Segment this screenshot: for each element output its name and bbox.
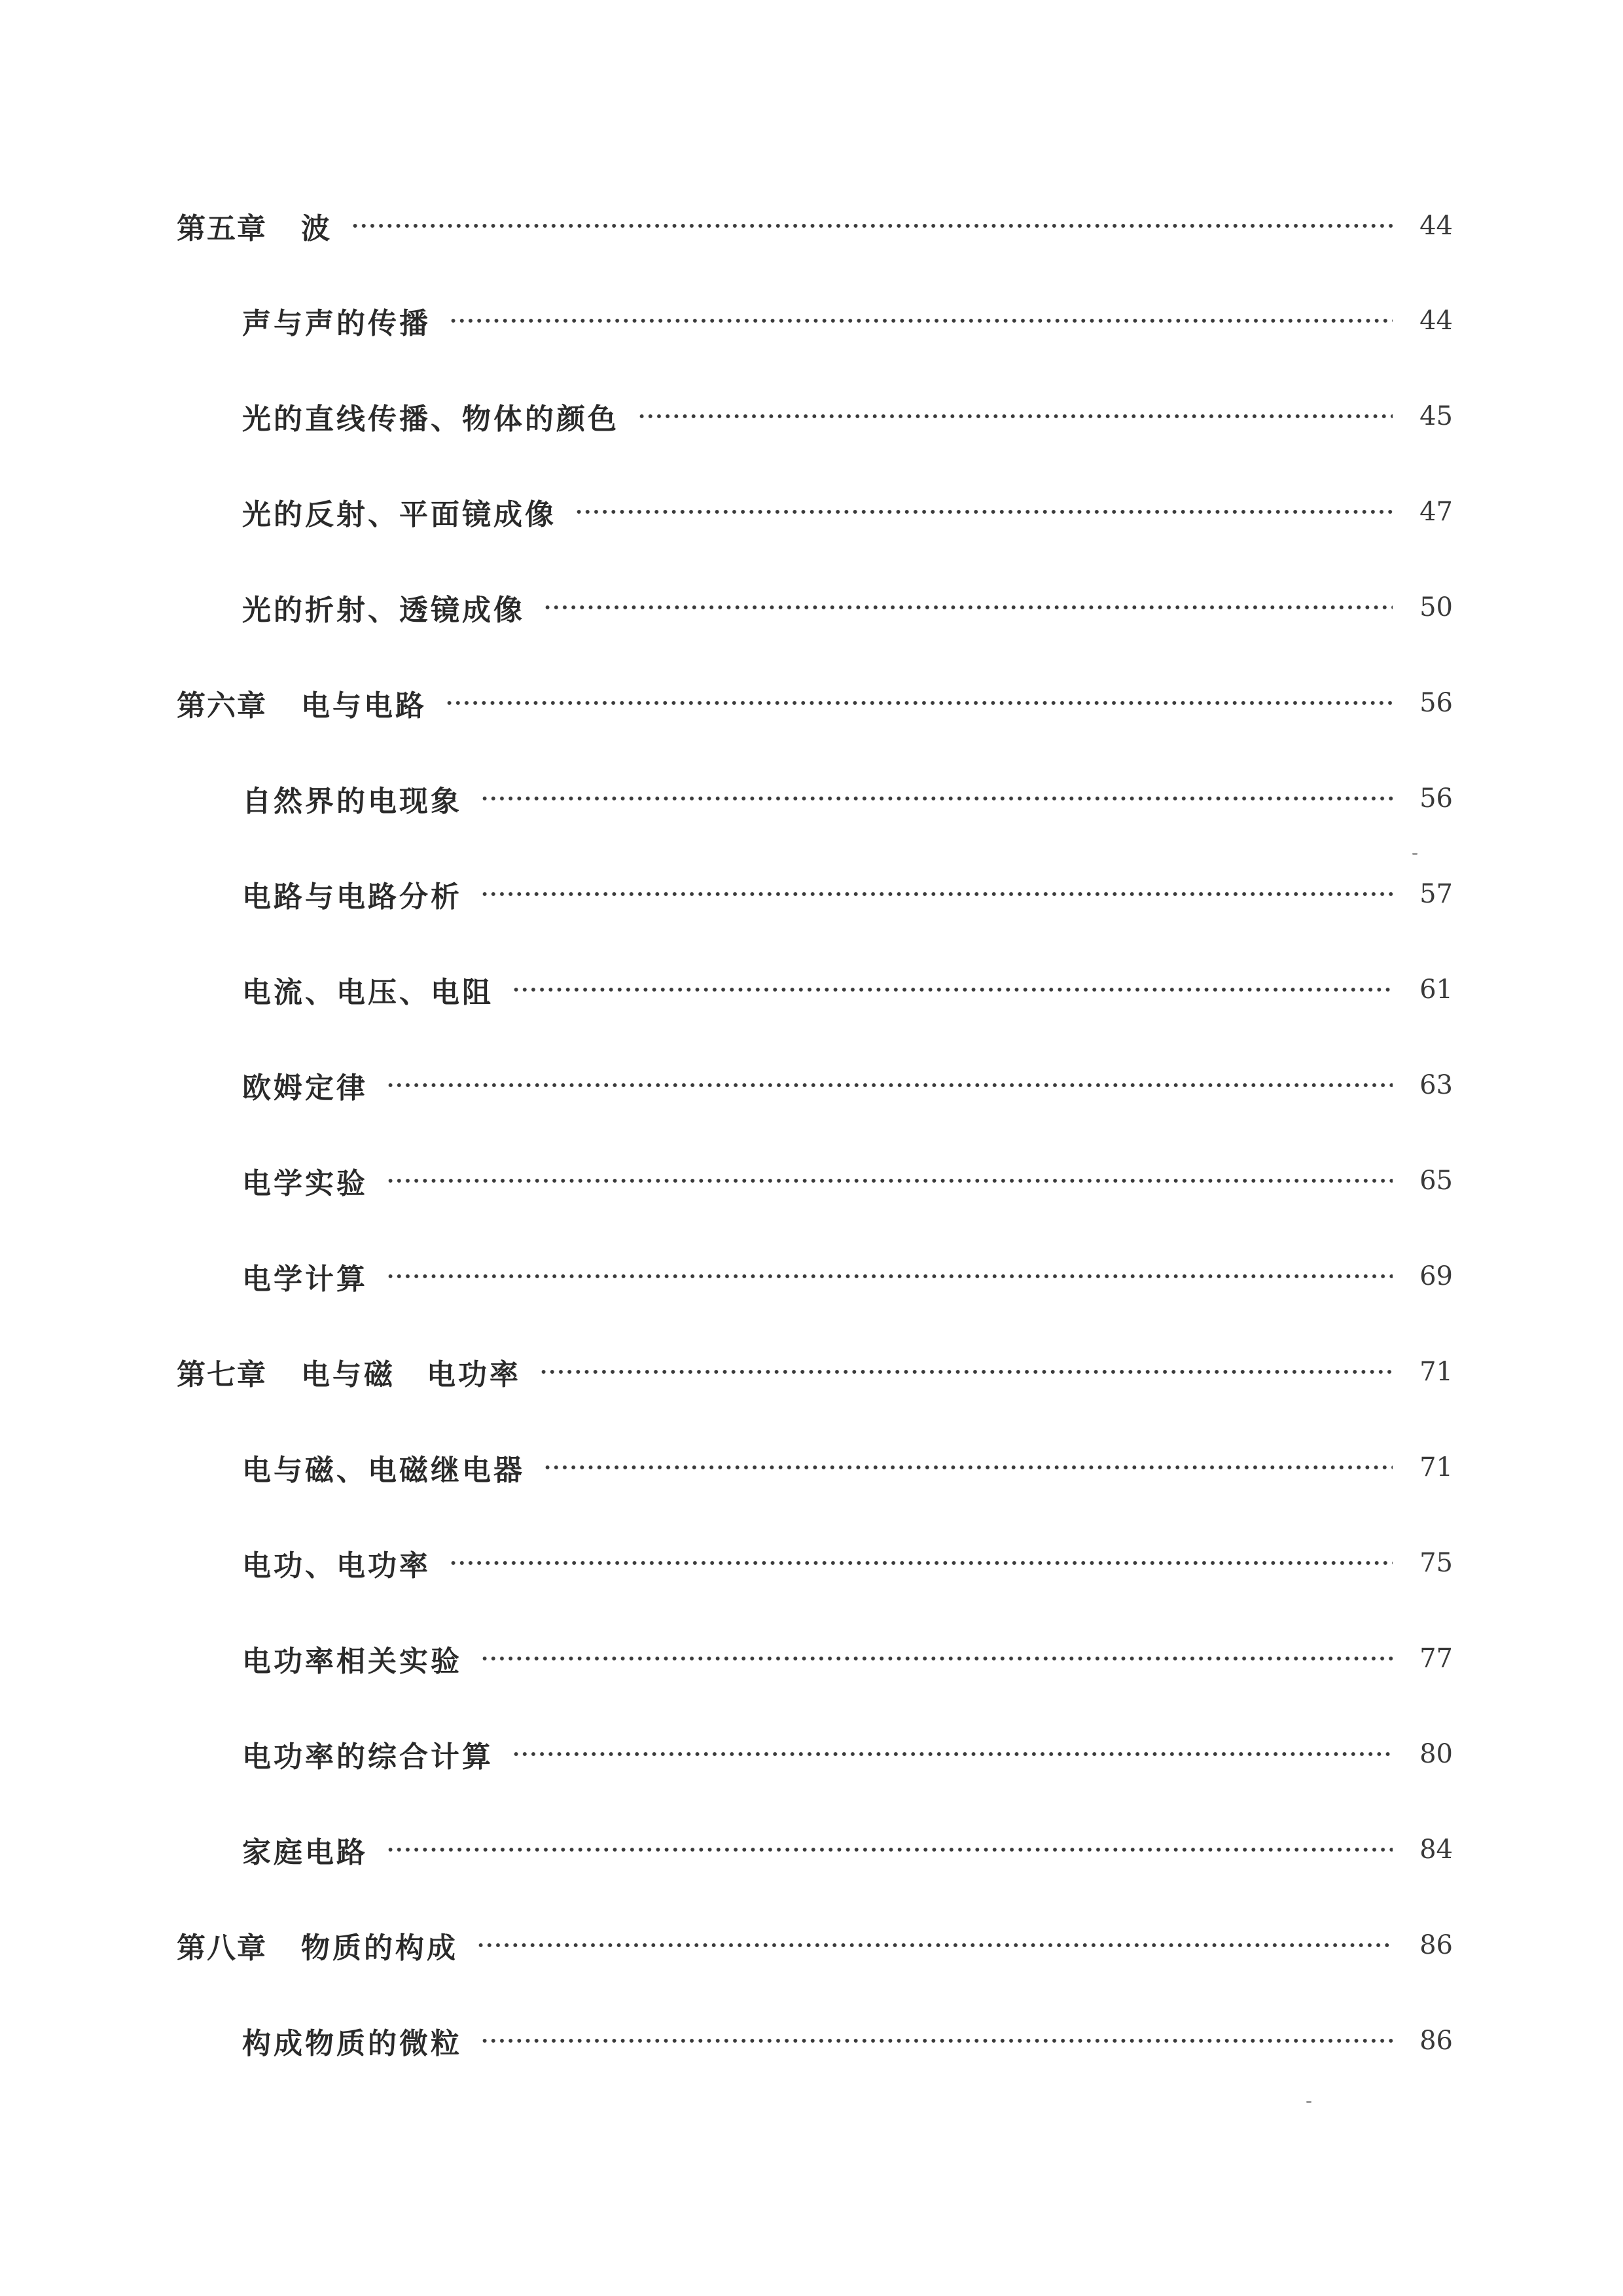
toc-entry-ch7-s5[interactable] — [242, 1823, 1453, 1876]
dot-leader — [575, 510, 1393, 514]
dot-leader — [637, 414, 1393, 418]
page-number: 84 — [1419, 1835, 1453, 1865]
page-number: 77 — [1419, 1643, 1453, 1674]
toc-entry-ch5-s3[interactable] — [242, 486, 1453, 538]
page-number: 44 — [1419, 211, 1453, 241]
dot-leader — [480, 1657, 1393, 1660]
dot-leader — [386, 1083, 1393, 1087]
toc-entry-ch7-s4[interactable] — [242, 1728, 1453, 1780]
dot-leader — [386, 1179, 1393, 1183]
page-number: 65 — [1419, 1166, 1453, 1196]
section-title: 光的反射、平面镜成像 — [242, 498, 556, 531]
chapter-title: 物质的构成 — [301, 1931, 458, 1965]
toc-entry-ch5-s1[interactable] — [242, 295, 1453, 347]
page-number: 71 — [1419, 1452, 1453, 1482]
section-title: 电路与电路分析 — [242, 880, 462, 914]
page-number: 71 — [1419, 1357, 1453, 1387]
page-number: 80 — [1419, 1739, 1453, 1769]
toc-chapter-7[interactable] — [177, 1346, 1453, 1398]
section-title: 家庭电路 — [242, 1836, 368, 1869]
section-title: 光的直线传播、物体的颜色 — [242, 403, 619, 436]
section-title: 电功率相关实验 — [242, 1645, 462, 1678]
page-number: 56 — [1419, 783, 1453, 814]
dot-leader — [386, 1848, 1393, 1852]
page-number: 50 — [1419, 592, 1453, 622]
page-number: 44 — [1419, 306, 1453, 336]
section-title: 电学实验 — [242, 1167, 368, 1200]
chapter-number: 第六章 — [177, 689, 267, 723]
toc-chapter-6[interactable] — [177, 677, 1453, 729]
toc-entry-ch5-s2[interactable] — [242, 390, 1453, 442]
section-title: 自然界的电现象 — [242, 785, 462, 818]
section-title: 构成物质的微粒 — [242, 2027, 462, 2060]
toc-entry-ch7-s3[interactable] — [242, 1632, 1453, 1685]
chapter-number: 第五章 — [177, 212, 267, 245]
scan-speck — [1412, 853, 1418, 855]
page-number: 47 — [1419, 497, 1453, 527]
section-title: 声与声的传播 — [242, 307, 431, 340]
chapter-number: 第八章 — [177, 1931, 267, 1965]
page-number: 45 — [1419, 401, 1453, 431]
dot-leader — [512, 988, 1393, 992]
section-title: 电与磁、电磁继电器 — [242, 1454, 525, 1487]
page-number: 75 — [1419, 1548, 1453, 1578]
page-number: 69 — [1419, 1261, 1453, 1291]
section-title: 光的折射、透镜成像 — [242, 594, 525, 627]
section-title: 电功率的综合计算 — [242, 1740, 493, 1774]
toc-chapter-5[interactable] — [177, 200, 1453, 252]
toc-entry-ch5-s4[interactable] — [242, 581, 1453, 634]
page-number: 57 — [1419, 879, 1453, 909]
dot-leader — [480, 2039, 1393, 2043]
toc-chapter-8[interactable] — [177, 1919, 1453, 1971]
chapter-title: 电与电路 — [301, 689, 427, 723]
dot-leader — [449, 319, 1393, 323]
toc-entry-ch6-s3[interactable] — [242, 963, 1453, 1016]
page-number: 56 — [1419, 688, 1453, 718]
dot-leader — [386, 1274, 1393, 1278]
toc-entry-ch6-s4[interactable] — [242, 1059, 1453, 1111]
toc-entry-ch7-s2[interactable] — [242, 1537, 1453, 1589]
toc-entry-ch6-s2[interactable] — [242, 868, 1453, 920]
toc-entry-ch6-s5[interactable] — [242, 1155, 1453, 1207]
page-number: 86 — [1419, 2026, 1453, 2056]
dot-leader — [449, 1561, 1393, 1565]
dot-leader — [512, 1752, 1393, 1756]
toc-entry-ch7-s1[interactable] — [242, 1441, 1453, 1494]
dot-leader — [480, 892, 1393, 896]
page-number: 61 — [1419, 975, 1453, 1005]
section-title: 电学计算 — [242, 1263, 368, 1296]
dot-leader — [543, 605, 1393, 609]
toc-entry-ch6-s6[interactable] — [242, 1250, 1453, 1302]
page-number: 86 — [1419, 1930, 1453, 1960]
dot-leader — [351, 224, 1393, 228]
chapter-number: 第七章 — [177, 1358, 267, 1391]
chapter-title: 波 — [301, 212, 332, 245]
dot-leader — [476, 1943, 1393, 1947]
section-title: 欧姆定律 — [242, 1071, 368, 1105]
scan-speck — [1306, 2101, 1311, 2103]
section-title: 电功、电功率 — [242, 1549, 431, 1583]
dot-leader — [480, 797, 1393, 800]
dot-leader — [445, 701, 1393, 705]
section-title: 电流、电压、电阻 — [242, 976, 493, 1009]
toc-entry-ch6-s1[interactable] — [242, 772, 1453, 825]
chapter-title: 电与磁 电功率 — [301, 1358, 521, 1391]
page-number: 63 — [1419, 1070, 1453, 1100]
toc-entry-ch8-s1[interactable] — [242, 2015, 1453, 2067]
dot-leader — [543, 1465, 1393, 1469]
dot-leader — [539, 1370, 1393, 1374]
